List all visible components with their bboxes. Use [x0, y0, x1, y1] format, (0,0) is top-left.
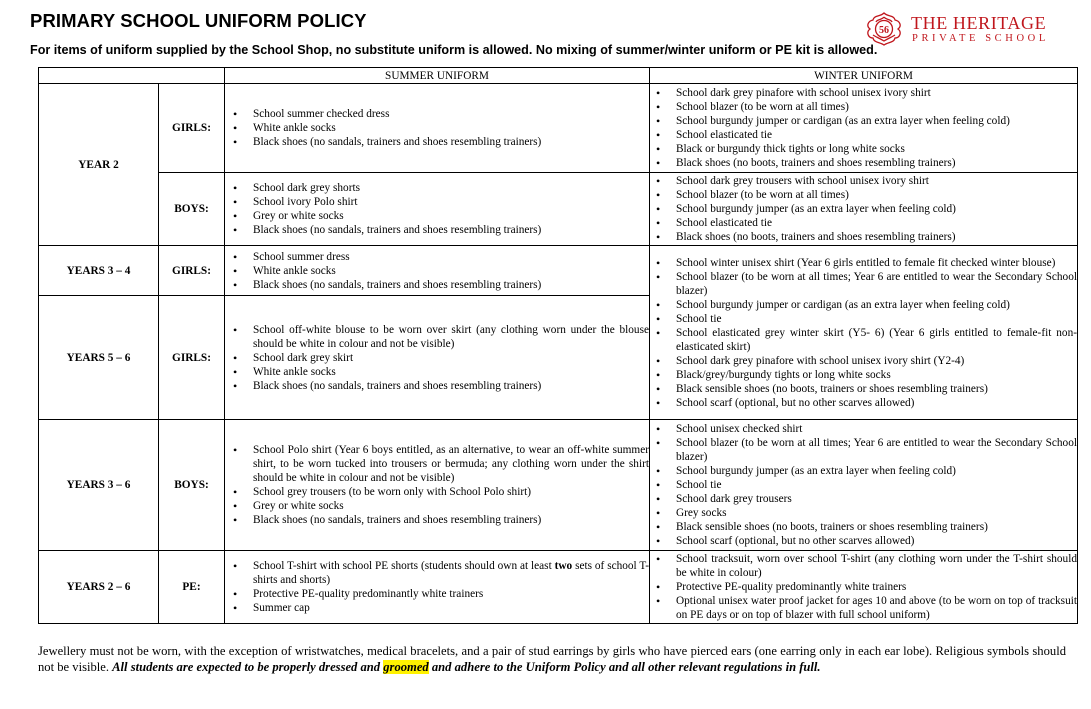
- table-row: [39, 420, 1078, 551]
- summer-cell: [225, 84, 650, 173]
- list-item: • School burgundy jumper (as an extra layer when feeling cold): [676, 464, 1077, 478]
- list-item: • Protective PE-quality predominantly white trainers: [253, 587, 649, 601]
- list-item: • School off-white blouse to be worn over skirt (any clothing worn under the blouse should be white in colour and not be visible): [253, 323, 649, 351]
- list-item: • School dark grey pinafore with school unisex ivory shirt: [676, 86, 1077, 100]
- year-label: YEARS 2 – 6: [39, 551, 159, 624]
- category-label: GIRLS:: [159, 296, 225, 420]
- school-name: THE HERITAGE: [911, 13, 1047, 33]
- list-item: • School burgundy jumper or cardigan (as an extra layer when feeling cold): [676, 298, 1077, 312]
- list-item: • Grey or white socks: [253, 209, 649, 223]
- list-item: • Summer cap: [253, 601, 649, 615]
- table-row: [39, 246, 1078, 296]
- list-item: • Black sensible shoes (no boots, trainers or shoes resembling trainers): [676, 382, 1077, 396]
- list-item: • White ankle socks: [253, 121, 649, 135]
- summer-cell: [225, 296, 650, 420]
- list-item: • School elasticated tie: [676, 128, 1077, 142]
- policy-subtitle: For items of uniform supplied by the School Shop, no substitute uniform is allowed. No mixing of summer/winter uniform or PE kit is allowed.: [30, 43, 878, 57]
- school-logo: [864, 11, 1074, 47]
- list-item: • School dark grey pinafore with school unisex ivory shirt (Y2-4): [676, 354, 1077, 368]
- pe-item-text: School T-shirt with school PE shorts (students should own at least: [253, 560, 555, 572]
- list-item: • School summer dress: [253, 250, 649, 264]
- crest-number: 56: [879, 25, 889, 36]
- list-item: • School Polo shirt (Year 6 boys entitled, as an alternative, to wear an off-white summer shirt, to be worn tucked into trousers or bermuda; any clothing worn under the shirt should be white in colour and not be visible): [253, 443, 649, 485]
- summer-cell: [225, 173, 650, 246]
- table-row: [39, 173, 1078, 246]
- school-name-sub: PRIVATE SCHOOL: [912, 33, 1049, 44]
- list-item: • Black shoes (no boots, trainers and shoes resembling trainers): [676, 156, 1077, 170]
- year-label: YEARS 3 – 4: [39, 246, 159, 296]
- list-item: • School grey trousers (to be worn only with School Polo shirt): [253, 485, 649, 499]
- category-label: BOYS:: [159, 420, 225, 551]
- list-item: • Grey or white socks: [253, 499, 649, 513]
- list-item: • School tie: [676, 478, 1077, 492]
- list-item: • Black shoes (no sandals, trainers and shoes resembling trainers): [253, 135, 649, 149]
- year-label: YEAR 2: [39, 84, 159, 246]
- list-item: • School dark grey trousers: [676, 492, 1077, 506]
- list-item: • Optional unisex water proof jacket for ages 10 and above (to be worn on top of tracksuit on PE days or on top of blazer with full school uniform): [676, 594, 1077, 622]
- table-header-row: [39, 68, 1078, 84]
- list-item: • Black shoes (no sandals, trainers and shoes resembling trainers): [253, 223, 649, 237]
- list-item: • School ivory Polo shirt: [253, 195, 649, 209]
- list-item: • School scarf (optional, but no other scarves allowed): [676, 534, 1077, 548]
- school-crest-icon: [864, 11, 904, 47]
- year-label: YEARS 3 – 6: [39, 420, 159, 551]
- list-item: • Black shoes (no boots, trainers and shoes resembling trainers): [676, 230, 1077, 244]
- winter-cell: [650, 420, 1078, 551]
- pe-item-text-end: sets of school T-shirts and shorts): [253, 560, 649, 586]
- list-item: • School scarf (optional, but no other scarves allowed): [676, 396, 1077, 410]
- footer-emphasis: [112, 660, 820, 674]
- table-row: [39, 551, 1078, 624]
- page-title: PRIMARY SCHOOL UNIFORM POLICY: [30, 10, 367, 31]
- list-item: [253, 559, 649, 587]
- highlighted-word: groomed: [383, 660, 429, 674]
- winter-cell: [650, 173, 1078, 246]
- year-label: YEARS 5 – 6: [39, 296, 159, 420]
- list-item: • School winter unisex shirt (Year 6 girls entitled to female fit checked winter blouse): [676, 256, 1077, 270]
- list-item: • Black sensible shoes (no boots, trainers or shoes resembling trainers): [676, 520, 1077, 534]
- list-item: • Black shoes (no sandals, trainers and shoes resembling trainers): [253, 278, 649, 292]
- winter-cell: [650, 551, 1078, 624]
- summer-cell: [225, 551, 650, 624]
- list-item: • White ankle socks: [253, 264, 649, 278]
- pe-item-bold: two: [554, 560, 573, 572]
- list-item: • School dark grey shorts: [253, 181, 649, 195]
- footer-emphasis-start: All students are expected to be properly dressed and: [112, 660, 384, 674]
- winter-cell: [650, 246, 1078, 420]
- list-item: • School elasticated grey winter skirt (Y5- 6) (Year 6 girls entitled to female-fit non-elasticated skirt): [676, 326, 1077, 354]
- list-item: • School burgundy jumper or cardigan (as an extra layer when feeling cold): [676, 114, 1077, 128]
- footer-emphasis-end: and adhere to the Uniform Policy and all other relevant regulations in full.: [428, 660, 821, 674]
- policy-footer-note: [38, 643, 1066, 675]
- footer-text: Jewellery must not be worn, with the exception of wristwatches, medical bracelets, and a pair of stud earrings by girls who have pierced ears (one earring only in each ear lobe). Religious symbols should not be visible.: [38, 644, 1066, 674]
- list-item: • School elasticated tie: [676, 216, 1077, 230]
- list-item: • Black or burgundy thick tights or long white socks: [676, 142, 1077, 156]
- list-item: • School blazer (to be worn at all times; Year 6 are entitled to wear the Secondary School blazer): [676, 270, 1077, 298]
- list-item: • Black shoes (no sandals, trainers and shoes resembling trainers): [253, 379, 649, 393]
- winter-uniform-header: WINTER UNIFORM: [650, 68, 1078, 84]
- list-item: • Grey socks: [676, 506, 1077, 520]
- list-item: • School dark grey skirt: [253, 351, 649, 365]
- list-item: • School summer checked dress: [253, 107, 649, 121]
- summer-uniform-header: SUMMER UNIFORM: [225, 68, 650, 84]
- list-item: • School burgundy jumper (as an extra layer when feeling cold): [676, 202, 1077, 216]
- category-label: GIRLS:: [159, 246, 225, 296]
- list-item: • School tie: [676, 312, 1077, 326]
- list-item: • School unisex checked shirt: [676, 422, 1077, 436]
- list-item: • School dark grey trousers with school unisex ivory shirt: [676, 174, 1077, 188]
- list-item: • School blazer (to be worn at all times): [676, 100, 1077, 114]
- category-label: GIRLS:: [159, 84, 225, 173]
- list-item: • School tracksuit, worn over school T-shirt (any clothing worn under the T-shirt should be white in colour): [676, 552, 1077, 580]
- category-label: PE:: [159, 551, 225, 624]
- list-item: • School blazer (to be worn at all times): [676, 188, 1077, 202]
- summer-cell: [225, 420, 650, 551]
- summer-cell: [225, 246, 650, 296]
- uniform-table: [38, 67, 1078, 624]
- list-item: • Black shoes (no sandals, trainers and shoes resembling trainers): [253, 513, 649, 527]
- list-item: • White ankle socks: [253, 365, 649, 379]
- list-item: • School blazer (to be worn at all times; Year 6 are entitled to wear the Secondary School blazer): [676, 436, 1077, 464]
- table-row: [39, 84, 1078, 173]
- list-item: • Black/grey/burgundy tights or long white socks: [676, 368, 1077, 382]
- category-label: BOYS:: [159, 173, 225, 246]
- winter-cell: [650, 84, 1078, 173]
- blank-header-cell: [39, 68, 225, 84]
- list-item: • Protective PE-quality predominantly white trainers: [676, 580, 1077, 594]
